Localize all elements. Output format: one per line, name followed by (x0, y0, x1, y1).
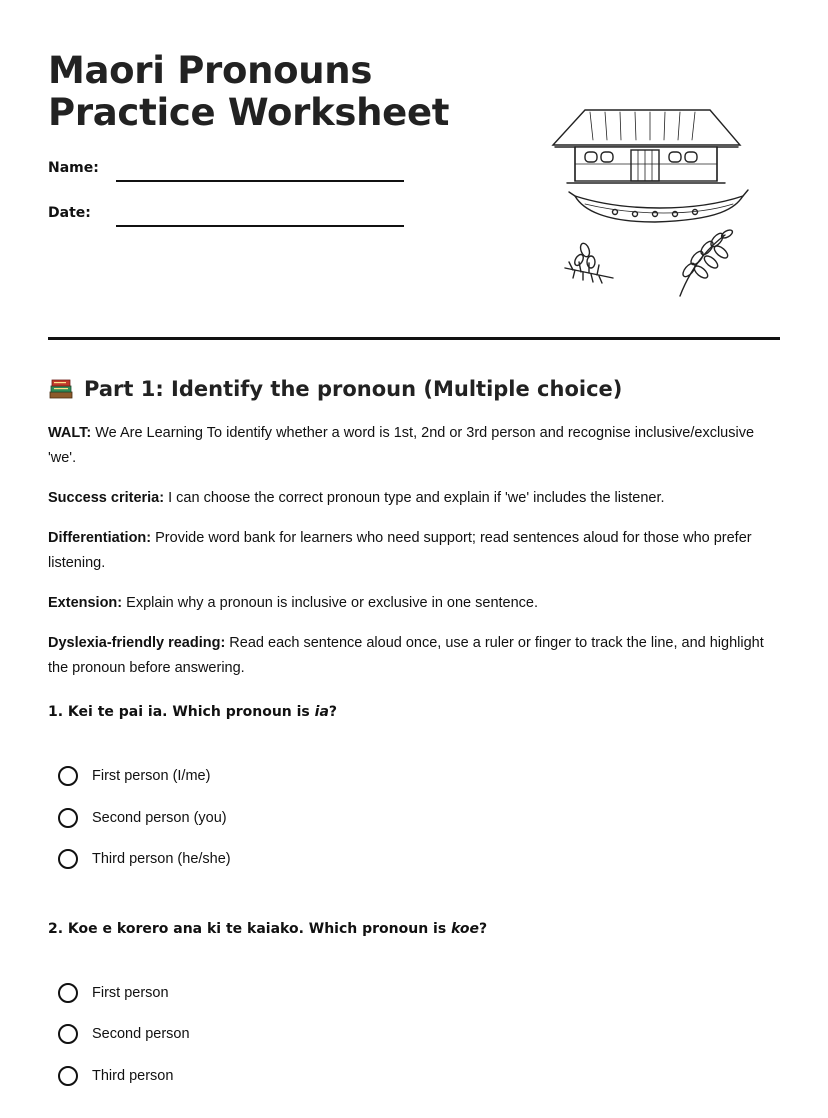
meeting-house-icon (553, 110, 740, 183)
q2-option-1[interactable] (58, 983, 169, 1003)
title-line-2: Practice Worksheet (48, 91, 450, 134)
question-2-text: 2. Koe e korero ana ki te kaiako. Which pronoun is (48, 921, 452, 937)
books-icon (48, 377, 74, 401)
radio-button[interactable] (58, 849, 78, 869)
extension-text: Explain why a pronoun is inclusive or exclusive in one sentence. (122, 595, 539, 611)
section-divider (48, 337, 780, 340)
name-field[interactable] (116, 180, 404, 182)
option-label: Second person (you) (92, 810, 227, 826)
success-criteria-paragraph (48, 486, 778, 511)
dyslexia-paragraph (48, 631, 778, 681)
extension-label: Extension: (48, 595, 123, 611)
date-field[interactable] (116, 225, 404, 227)
q1-option-2[interactable] (58, 808, 227, 828)
differentiation-label: Differentiation: (48, 530, 152, 546)
q2-option-2[interactable] (58, 1024, 190, 1044)
fern-frond-icon (680, 228, 734, 296)
worksheet-title (48, 50, 449, 134)
question-1 (48, 704, 337, 720)
question-2-pronoun: koe (451, 921, 479, 937)
question-2 (48, 921, 487, 937)
date-label: Date: (48, 205, 91, 221)
option-label: Second person (92, 1026, 190, 1042)
q2-option-3[interactable] (58, 1066, 173, 1086)
name-label: Name: (48, 160, 99, 176)
dyslexia-text: Read each sentence aloud once, use a ruler or finger to track the line, and highlight the pronoun before answering. (48, 635, 764, 676)
walt-paragraph (48, 421, 778, 471)
fern-icon (565, 242, 613, 283)
radio-button[interactable] (58, 1024, 78, 1044)
option-label: First person (I/me) (92, 768, 211, 784)
option-label: First person (92, 985, 169, 1001)
canoe-icon (569, 190, 748, 222)
success-text: I can choose the correct pronoun type and explain if 'we' includes the listener. (164, 490, 665, 506)
marae-illustration (545, 100, 755, 305)
part-1-heading (48, 374, 622, 404)
radio-button[interactable] (58, 983, 78, 1003)
q1-option-3[interactable] (58, 849, 231, 869)
question-2-suffix: ? (479, 921, 488, 937)
question-1-suffix: ? (328, 704, 338, 720)
title-line-1: Maori Pronouns (48, 49, 373, 92)
extension-paragraph (48, 591, 778, 616)
option-label: Third person (he/she) (92, 851, 231, 867)
part-1-heading-text: Part 1: Identify the pronoun (Multiple choice) (84, 377, 623, 401)
differentiation-paragraph (48, 526, 778, 576)
walt-label: WALT: (48, 425, 92, 441)
q1-option-1[interactable] (58, 766, 210, 786)
question-1-text: 1. Kei te pai ia. Which pronoun is (48, 704, 315, 720)
dyslexia-label: Dyslexia-friendly reading: (48, 635, 226, 651)
radio-button[interactable] (58, 766, 78, 786)
success-label: Success criteria: (48, 490, 165, 506)
option-label: Third person (92, 1068, 174, 1084)
radio-button[interactable] (58, 1066, 78, 1086)
walt-text: We Are Learning To identify whether a word is 1st, 2nd or 3rd person and recognise inclusive/exclusive 'we'. (48, 425, 755, 466)
radio-button[interactable] (58, 808, 78, 828)
question-1-pronoun: ia (314, 704, 329, 720)
differentiation-text: Provide word bank for learners who need support; read sentences aloud for those who prefer listening. (48, 530, 752, 571)
